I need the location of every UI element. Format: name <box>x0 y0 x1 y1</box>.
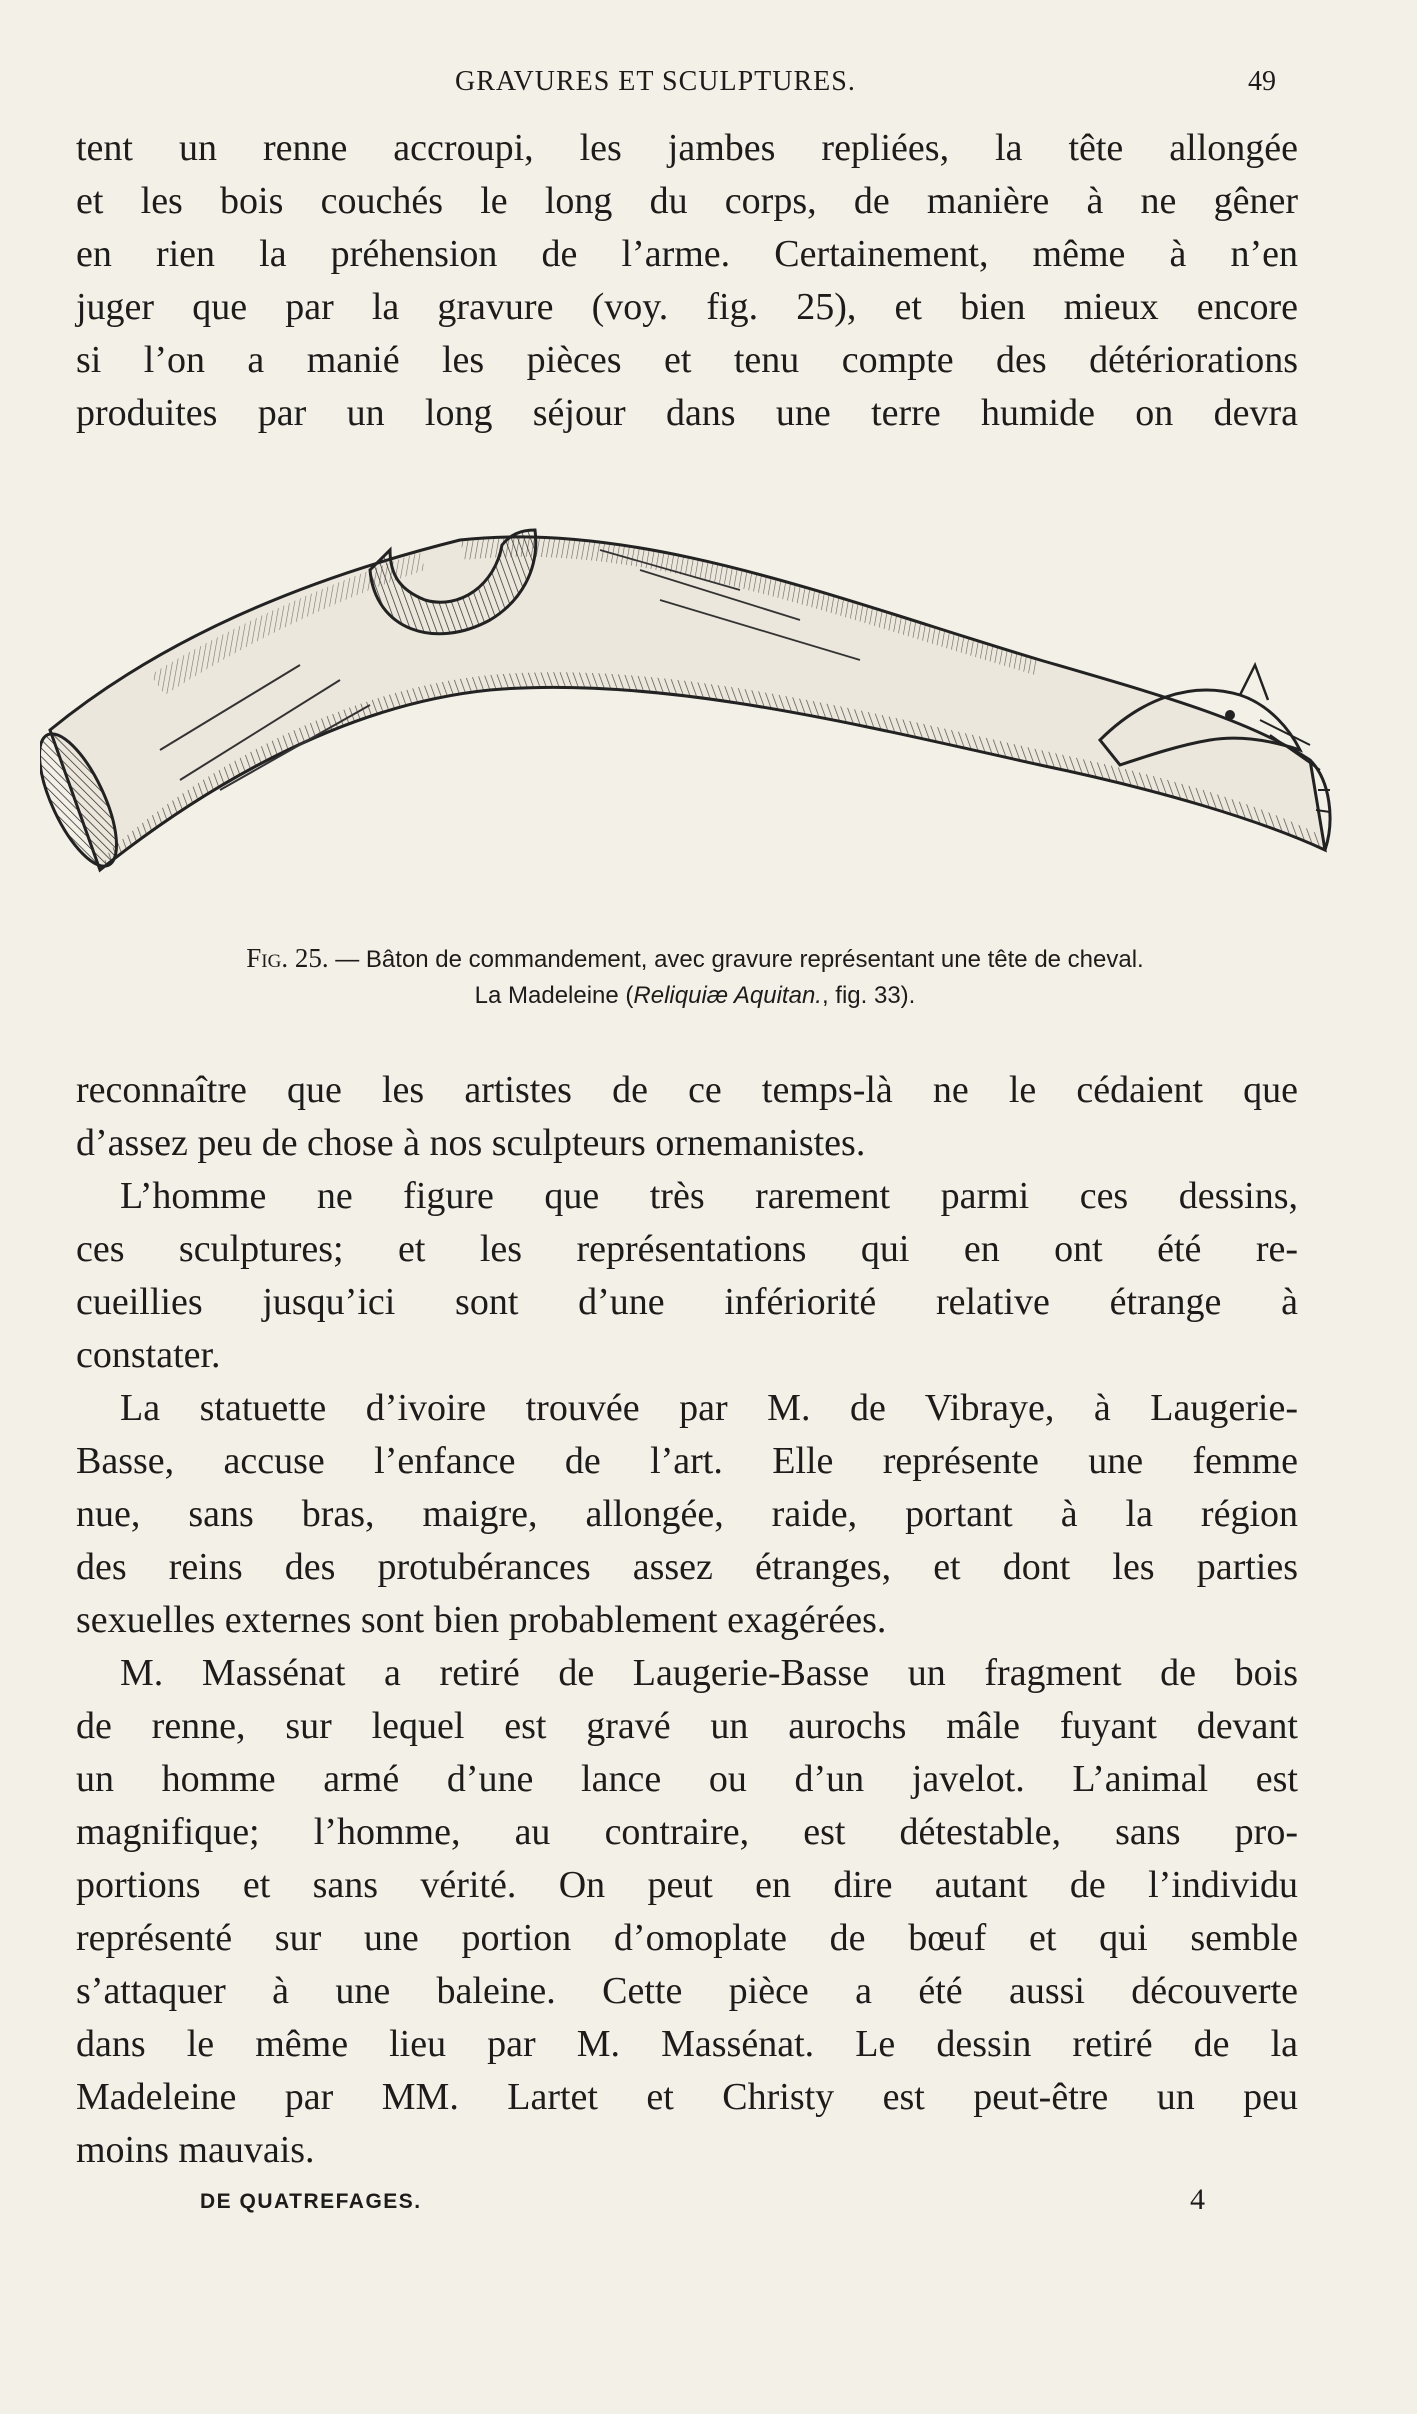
text-line: dans le même lieu par M. Massénat. Le dessin retiré de la <box>76 2023 1298 2065</box>
text-line: reconnaître que les artistes de ce temps-là ne le cédaient que <box>76 1069 1298 1111</box>
text-line: cueillies jusqu’ici sont d’une infériorité relative étrange à <box>76 1281 1298 1323</box>
text-line: L’homme ne figure que très rarement parmi ces dessins, <box>120 1175 1298 1217</box>
caption-source-title: Reliquiæ Aquitan. <box>633 982 822 1009</box>
text-line: en rien la préhension de l’arme. Certainement, même à n’en <box>76 233 1298 275</box>
text-line: moins mauvais. <box>76 2129 315 2171</box>
text-line: La statuette d’ivoire trouvée par M. de Vibraye, à Laugerie- <box>120 1387 1298 1429</box>
footer-author-signature: DE QUATREFAGES. <box>200 2190 422 2213</box>
text-line: ces sculptures; et les représentations qui en ont été re- <box>76 1228 1298 1270</box>
caption-source-suffix: , fig. 33). <box>821 982 916 1009</box>
page-number: 49 <box>1248 66 1276 97</box>
figure-baton-de-commandement <box>40 490 1350 930</box>
text-line: Basse, accuse l’enfance de l’art. Elle représente une femme <box>76 1440 1298 1482</box>
text-line: et les bois couchés le long du corps, de manière à ne gêner <box>76 180 1298 222</box>
text-line: juger que par la gravure (voy. fig. 25), et bien mieux encore <box>76 286 1298 328</box>
text-line: sexuelles externes sont bien probablement exagérées. <box>76 1599 887 1641</box>
caption-text: — Bâton de commandement, avec gravure représentant une tête de cheval. <box>335 946 1144 973</box>
text-line: magnifique; l’homme, au contraire, est détestable, sans pro- <box>76 1811 1298 1853</box>
top-paragraph <box>76 122 1298 440</box>
text-line: si l’on a manié les pièces et tenu compte des détériorations <box>76 339 1298 381</box>
text-line: représenté sur une portion d’omoplate de bœuf et qui semble <box>76 1917 1298 1959</box>
paragraph <box>76 1382 1298 1647</box>
caption-source-prefix: La Madeleine ( <box>474 982 634 1009</box>
text-line: de renne, sur lequel est gravé un aurochs mâle fuyant devant <box>76 1705 1298 1747</box>
footer-signature-mark: 4 <box>1190 2183 1205 2216</box>
caption-line-1 <box>90 940 1300 978</box>
text-line: tent un renne accroupi, les jambes repliées, la tête allongée <box>76 127 1298 169</box>
caption-line-2 <box>90 978 1300 1014</box>
paragraph <box>76 1170 1298 1382</box>
text-line: un homme armé d’une lance ou d’un javelot. L’animal est <box>76 1758 1298 1800</box>
text-line: d’assez peu de chose à nos sculpteurs ornemanistes. <box>76 1122 866 1164</box>
text-line: produites par un long séjour dans une terre humide on devra <box>76 392 1298 434</box>
text-line: Madeleine par MM. Lartet et Christy est peut-être un peu <box>76 2076 1298 2118</box>
bottom-text <box>76 1064 1298 2177</box>
figure-caption <box>90 940 1300 1014</box>
running-title: GRAVURES ET SCULPTURES. <box>455 66 856 97</box>
paragraph <box>76 1064 1298 1170</box>
text-line: s’attaquer à une baleine. Cette pièce a été aussi découverte <box>76 1970 1298 2012</box>
baton-engraving-illustration <box>40 490 1350 930</box>
text-line: des reins des protubérances assez étranges, et dont les parties <box>76 1546 1298 1588</box>
paragraph <box>76 1647 1298 2177</box>
text-line: portions et sans vérité. On peut en dire autant de l’individu <box>76 1864 1298 1906</box>
text-line: M. Massénat a retiré de Laugerie-Basse un fragment de bois <box>120 1652 1298 1694</box>
running-head <box>0 66 1417 106</box>
figure-label: Fig. 25. <box>246 943 329 973</box>
text-line: nue, sans bras, maigre, allongée, raide, portant à la région <box>76 1493 1298 1535</box>
text-line: constater. <box>76 1334 221 1376</box>
